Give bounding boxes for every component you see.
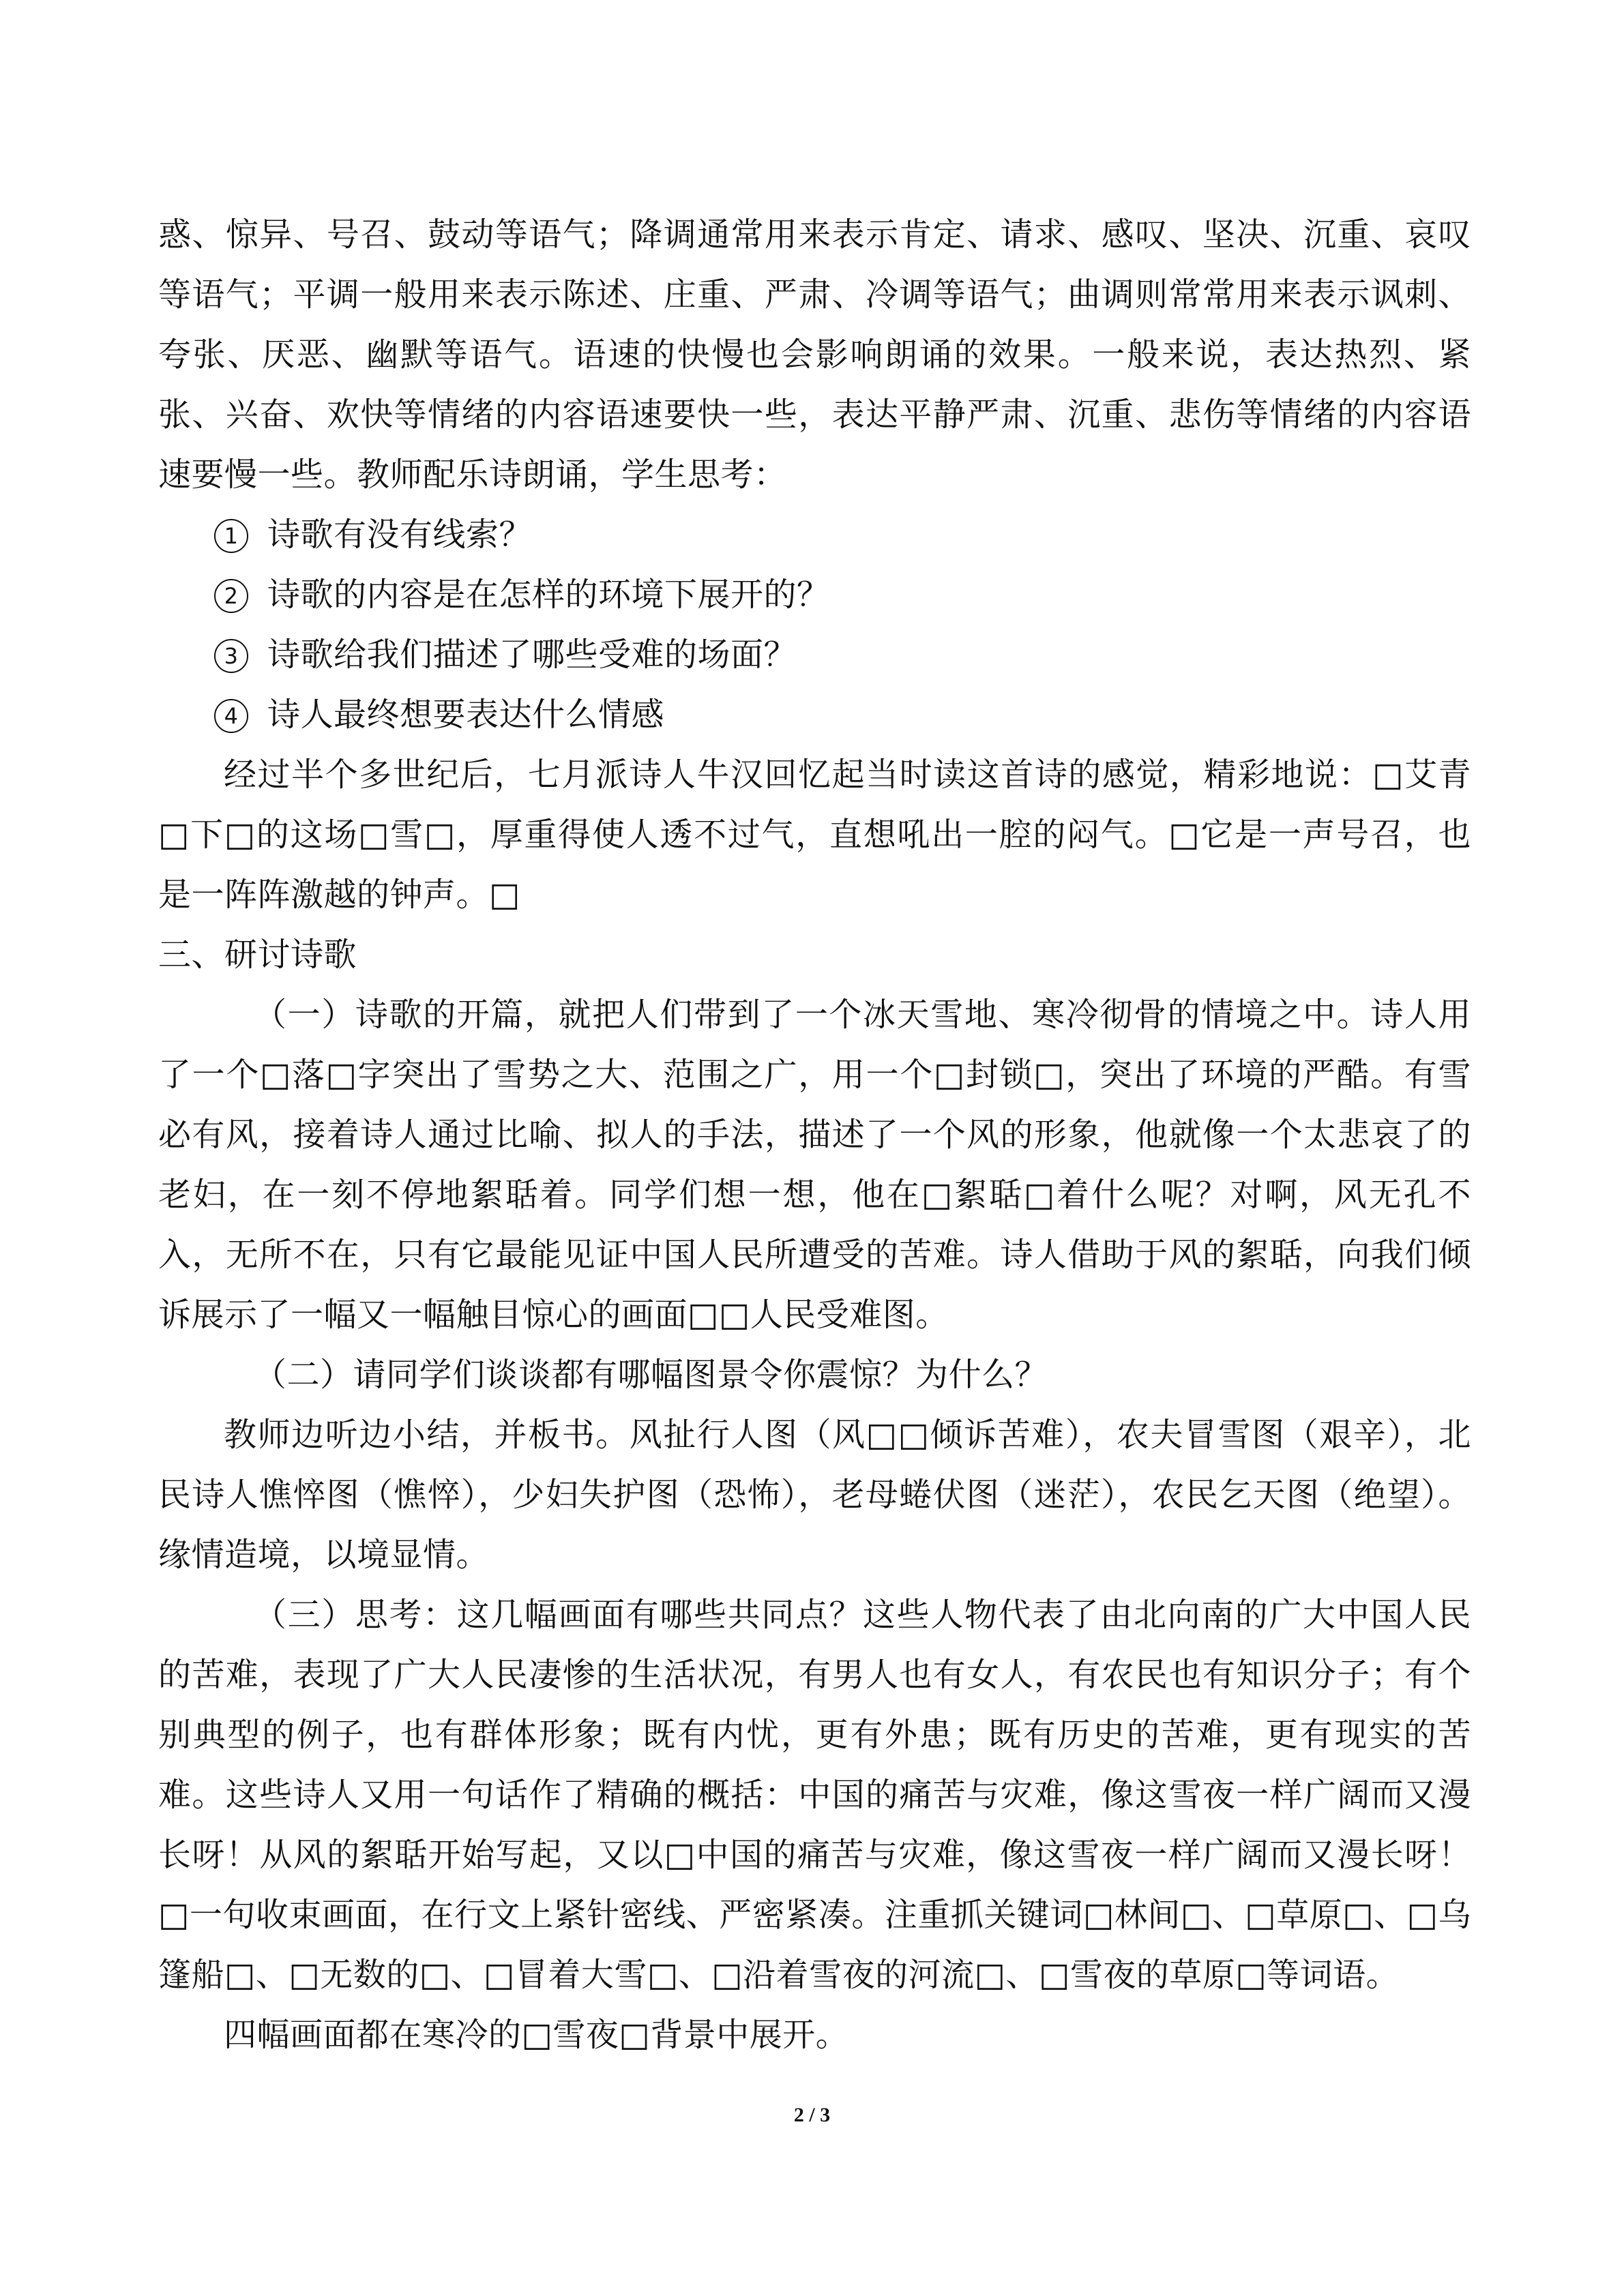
question-item <box>158 565 1471 625</box>
paragraph-part-one: （一）诗歌的开篇，就把人们带到了一个冰天雪地、寒冷彻骨的情境之中。诗人用了一个□落□字突出了雪势之大、范围之广，用一个□封锁□，突出了环境的严酷。有雪必有风，接着诗人通过比喻、拟人的手法，描述了一个风的形象，他就像一个太悲哀了的老妇，在一刻不停地絮聒着。同学们想一想，他在□絮聒□着什么呢？对啊，风无孔不入，无所不在，只有它最能见证中国人民所遭受的苦难。诗人借助于风的絮聒，向我们倾诉展示了一幅又一幅触目惊心的画面□□人民受难图。 <box>158 996 1471 1334</box>
paragraph-niu-han-quote: 经过半个多世纪后，七月派诗人牛汉回忆起当时读这首诗的感觉，精彩地说：□艾青□下□的这场□雪□，厚重得使人透不过气，直想吼出一腔的闷气。□它是一声号召，也是一阵阵激越的钟声。□ <box>158 756 1471 914</box>
paragraph-intonation: 惑、惊异、号召、鼓动等语气；降调通常用来表示肯定、请求、感叹、坚决、沉重、哀叹等语气；平调一般用来表示陈述、庄重、严肃、冷调等语气；曲调则常常用来表示讽刺、夸张、厌恶、幽默等语气。语速的快慢也会影响朗诵的效果。一般来说，表达热烈、紧张、兴奋、欢快等情绪的内容语速要快一些，表达平静严肃、沉重、悲伤等情绪的内容语速要慢一些。教师配乐诗朗诵，学生思考： <box>158 215 1471 494</box>
paragraph-part-three: （三）思考：这几幅画面有哪些共同点？这些人物代表了由北向南的广大中国人民的苦难，表现了广大人民凄惨的生活状况，有男人也有女人，有农民也有知识分子；有个别典型的例子，也有群体形象；既有内忧，更有外患；既有历史的苦难，更有现实的苦难。这些诗人又用一句话作了精确的概括：中国的痛苦与灾难，像这雪夜一样广阔而又漫长呀！从风的絮聒开始写起，又以□中国的痛苦与灾难，像这雪夜一样广阔而又漫长呀！□一句收束画面，在行文上紧针密线、严密紧凑。注重抓关键词□林间□、□草原□、□乌篷船□、□无数的□、□冒着大雪□、□沿着雪夜的河流□、□雪夜的草原□等词语。 <box>158 1596 1471 1994</box>
question-text: 诗歌有没有线索？ <box>267 516 533 554</box>
circled-number-marker: 4 <box>214 699 248 733</box>
paragraph-snow-night: 四幅画面都在寒冷的□雪夜□背景中展开。 <box>224 2016 849 2054</box>
circled-number-marker: 1 <box>214 519 248 553</box>
document-body <box>158 205 1471 2065</box>
question-text: 诗歌的内容是在怎样的环境下展开的？ <box>267 576 830 614</box>
page-number: 2 / 3 <box>793 2104 831 2126</box>
paragraph-part-two: （二）请同学们谈谈都有哪幅图景令你震惊？为什么？ <box>254 1356 1048 1394</box>
circled-number-marker: 2 <box>214 579 248 613</box>
circled-number-marker: 3 <box>214 639 248 673</box>
question-item <box>158 625 1471 685</box>
section-heading: 三、研讨诗歌 <box>158 936 357 974</box>
question-item <box>158 685 1471 745</box>
paragraph-teacher-summary: 教师边听边小结，并板书。风扯行人图（风□□倾诉苦难），农夫冒雪图（艰辛），北民诗人憔悴图（憔悴），少妇失护图（恐怖），老母蜷伏图（迷茫），农民乞天图（绝望）。缘情造境，以境显情。 <box>158 1416 1471 1574</box>
question-text: 诗歌给我们描述了哪些受难的场面？ <box>267 636 797 674</box>
question-text: 诗人最终想要表达什么情感 <box>267 696 665 734</box>
question-item <box>158 505 1471 565</box>
